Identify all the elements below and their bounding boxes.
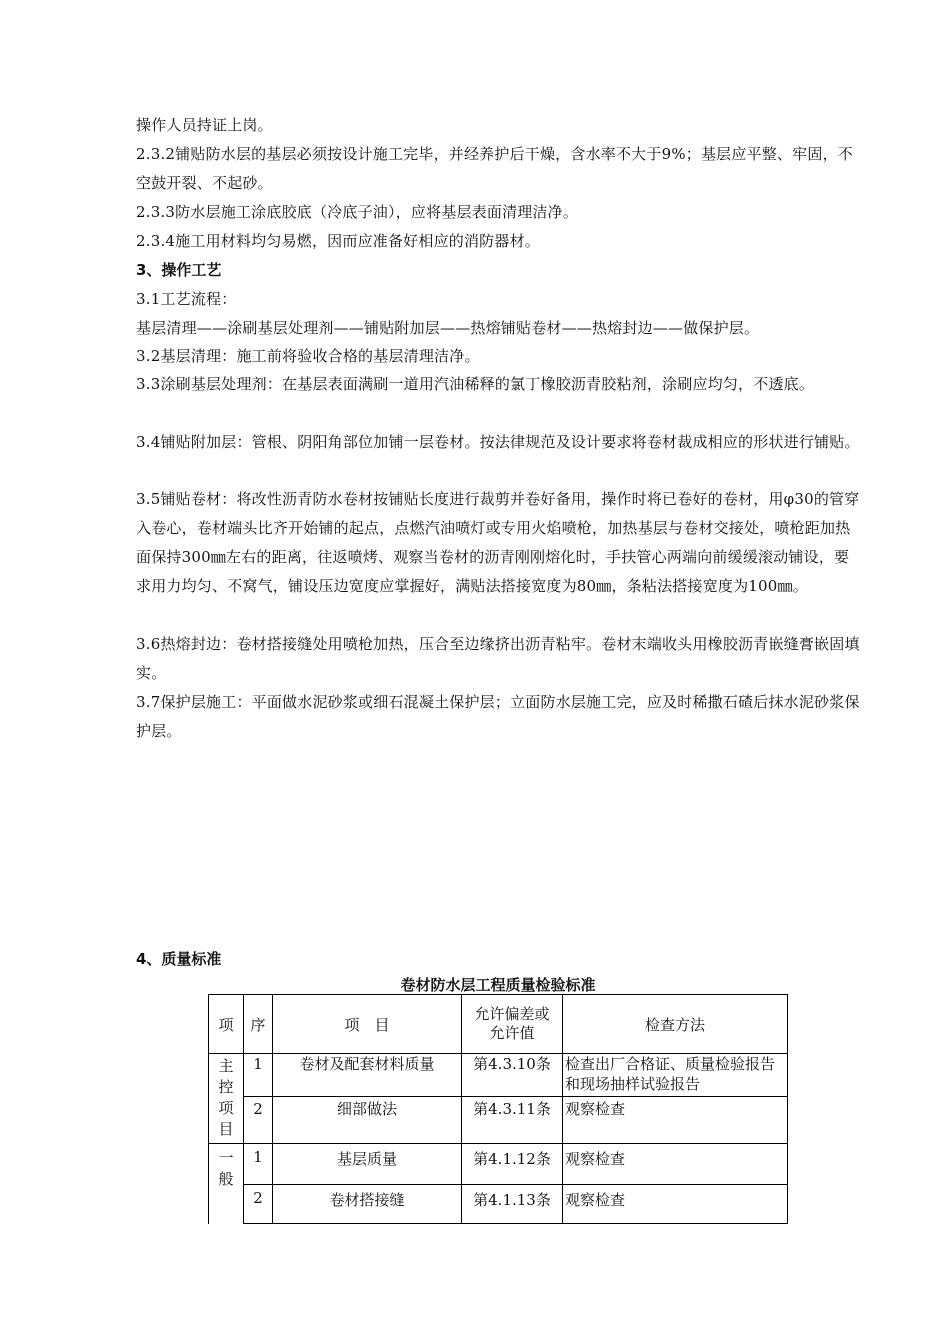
row-method: 观察检查 bbox=[563, 1097, 788, 1144]
header-method-text: 检查方法 bbox=[644, 1015, 705, 1034]
paragraph-3-1: 3.1工艺流程： bbox=[136, 290, 237, 308]
quality-standard-table bbox=[208, 994, 788, 1224]
row-tolerance bbox=[462, 1097, 563, 1144]
row-seq: 1 bbox=[244, 1144, 273, 1185]
table-title: 卷材防水层工程质量检验标准 bbox=[400, 976, 596, 994]
row-item: 卷材及配套材料质量 bbox=[273, 1054, 462, 1097]
table-row bbox=[209, 1097, 788, 1144]
section-4-heading: 4、质量标准 bbox=[136, 950, 222, 968]
group-label: 一般 bbox=[218, 1149, 234, 1188]
row-tolerance bbox=[462, 1185, 563, 1224]
table-row bbox=[209, 1185, 788, 1224]
row-tolerance-text: 第4.1.12条 bbox=[473, 1150, 551, 1168]
table-header-row bbox=[209, 995, 788, 1054]
paragraph-3-6: 3.6热熔封边：卷材搭接缝处用喷枪加热，压合至边缘挤出沥青粘牢。卷材末端收头用橡胶沥青嵌缝膏嵌固填实。 bbox=[136, 635, 860, 682]
table-row bbox=[209, 1144, 788, 1185]
row-tolerance bbox=[462, 1054, 563, 1097]
header-tolerance-text: 允许偏差或允许值 bbox=[474, 1005, 550, 1042]
row-method: 观察检查 bbox=[563, 1144, 788, 1185]
header-tolerance bbox=[462, 995, 563, 1054]
header-category: 项 bbox=[209, 995, 244, 1054]
row-item: 基层质量 bbox=[273, 1144, 462, 1185]
paragraph-process-flow: 基层清理——涂刷基层处理剂——铺贴附加层——热熔铺贴卷材——热熔封边——做保护层。 bbox=[136, 319, 760, 337]
row-seq: 1 bbox=[244, 1054, 273, 1097]
section-3-heading: 3、操作工艺 bbox=[136, 261, 222, 279]
paragraph-3-2: 3.2基层清理：施工前将验收合格的基层清理洁净。 bbox=[136, 347, 480, 365]
row-seq: 2 bbox=[244, 1097, 273, 1144]
row-tolerance bbox=[462, 1144, 563, 1185]
header-seq: 序 bbox=[244, 995, 273, 1054]
table-row bbox=[209, 1054, 788, 1097]
paragraph-2-3-2: 2.3.2铺贴防水层的基层必须按设计施工完毕，并经养护后干燥，含水率不大于9%；基层应平整、牢固，不空鼓开裂、不起砂。 bbox=[136, 145, 853, 192]
row-method: 检查出厂合格证、质量检验报告和现场抽样试验报告 bbox=[563, 1054, 788, 1097]
group-label: 主控项目 bbox=[218, 1057, 234, 1138]
paragraph-3-4: 3.4铺贴附加层：管根、阴阳角部位加铺一层卷材。按法律规范及设计要求将卷材裁成相应的形状进行铺贴。 bbox=[136, 433, 860, 451]
header-item: 项 目 bbox=[273, 995, 462, 1054]
row-method: 观察检查 bbox=[563, 1185, 788, 1224]
header-method bbox=[563, 995, 788, 1054]
paragraph-3-5: 3.5铺贴卷材：将改性沥青防水卷材按铺贴长度进行裁剪并卷好备用，操作时将已卷好的卷材，用φ30的管穿入卷心，卷材端头比齐开始铺的起点，点燃汽油喷灯或专用火焰喷枪，加热基层与卷材交接处，喷枪距加热面保持300㎜左右的距离，往返喷烤、观察当卷材的沥青刚刚熔化时，手扶管心两端向前缓缓滚动铺设，要求用力均匀、不窝气，铺设压边宽度应掌握好，满贴法搭接宽度为80㎜，条粘法搭接宽度为100㎜。 bbox=[136, 490, 860, 595]
paragraph-3-7: 3.7保护层施工：平面做水泥砂浆或细石混凝土保护层；立面防水层施工完，应及时稀撒石碴后抹水泥砂浆保护层。 bbox=[136, 693, 860, 740]
group-main-control bbox=[209, 1054, 244, 1144]
row-tolerance-text: 第4.3.10条 bbox=[473, 1055, 551, 1073]
row-tolerance-text: 第4.3.11条 bbox=[473, 1100, 551, 1118]
paragraph-operator-certified: 操作人员持证上岗。 bbox=[136, 116, 273, 134]
row-item: 卷材搭接缝 bbox=[273, 1185, 462, 1224]
row-item: 细部做法 bbox=[273, 1097, 462, 1144]
row-seq: 2 bbox=[244, 1185, 273, 1224]
row-tolerance-text: 第4.1.13条 bbox=[473, 1191, 551, 1209]
paragraph-2-3-3: 2.3.3防水层施工涂底胶底（冷底子油），应将基层表面清理洁净。 bbox=[136, 203, 579, 221]
group-general bbox=[209, 1144, 244, 1224]
paragraph-2-3-4: 2.3.4施工用材料均匀易燃，因而应准备好相应的消防器材。 bbox=[136, 232, 540, 250]
paragraph-3-3: 3.3涂刷基层处理剂：在基层表面满刷一道用汽油稀释的氯丁橡胶沥青胶粘剂，涂刷应均匀，不透底。 bbox=[136, 375, 815, 393]
